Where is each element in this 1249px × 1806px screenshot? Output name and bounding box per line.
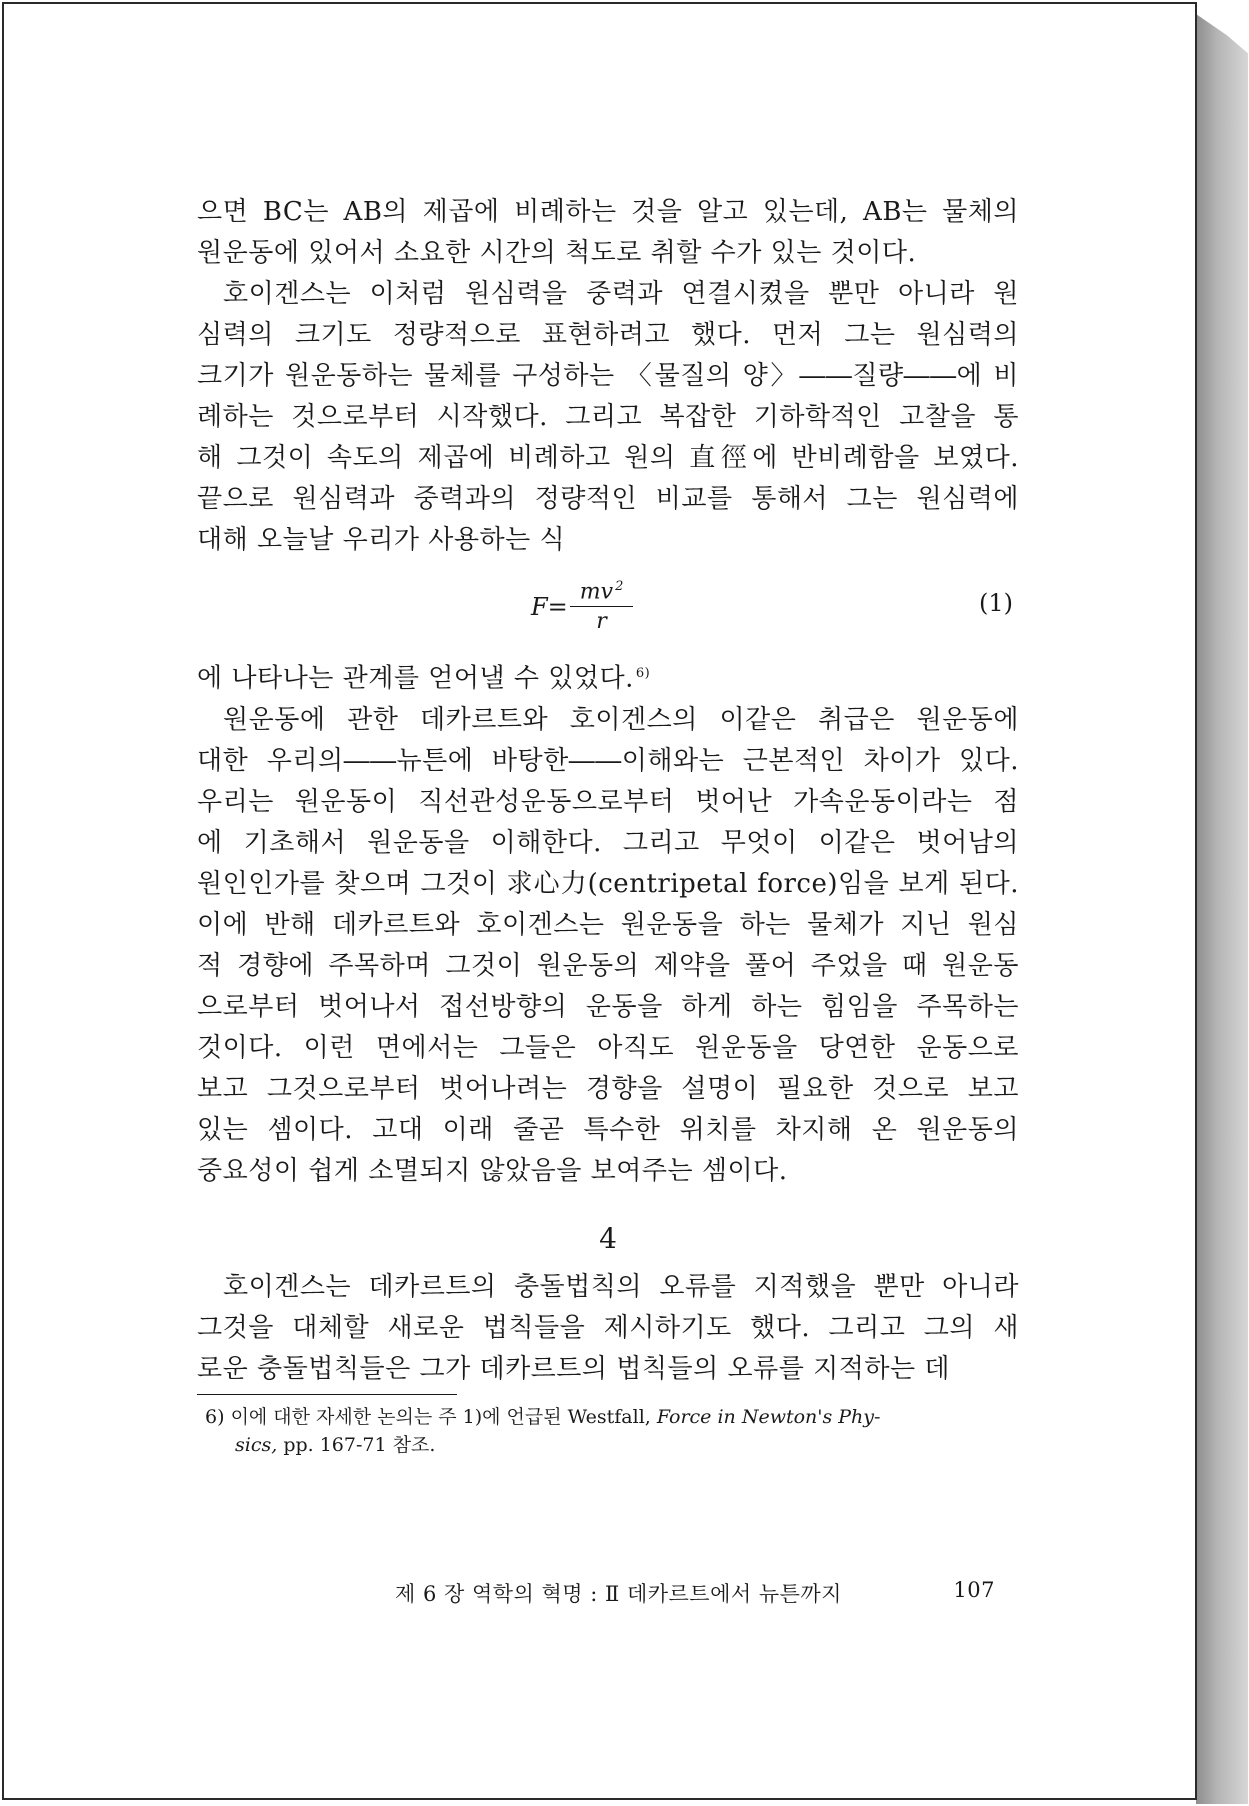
- footnote-book-title-cont: sics,: [235, 1433, 278, 1456]
- page-content: [197, 192, 1019, 1459]
- text-line: 중요성이 쉽게 소멸되지 않았음을 보여주는 셈이다.: [197, 1155, 788, 1186]
- text-line: 있는 셈이다. 고대 이래 줄곧 특수한 위치를 차지해 온 원운동의: [197, 1114, 1019, 1145]
- text-line: 으면 BC는 AB의 제곱에 비례하는 것을 알고 있는데, AB는 물체의: [197, 197, 1019, 227]
- formula-denominator: r: [596, 609, 607, 635]
- page-number: 107: [953, 1578, 995, 1602]
- formula-fraction: [570, 579, 634, 634]
- page-edge-shadow: [1196, 14, 1248, 1804]
- equation-number: (1): [979, 589, 1013, 617]
- formula-exponent: 2: [615, 579, 624, 594]
- text-line: 보고 그것으로부터 벗어나려는 경향을 설명이 필요한 것으로 보고: [197, 1073, 1019, 1104]
- text-line: 례하는 것으로부터 시작했다. 그리고 복잡한 기하학적인 고찰을 통: [197, 402, 1019, 432]
- text-line: 해 그것이 속도의 제곱에 비례하고 원의 直徑에 반비례함을 보였다.: [197, 443, 1019, 473]
- text-line: 우리는 원운동이 직선관성운동으로부터 벗어난 가속운동이라는 점: [197, 786, 1019, 817]
- footnote-divider: [197, 1394, 457, 1395]
- footnote-6: 6) 이에 대한 자세한 논의는 주 1)에 언급된 Westfall, Force in Newton's Phy- sics, pp. 167-71 참조.: [205, 1405, 881, 1456]
- text-line: 끝으로 원심력과 중력과의 정량적인 비교를 통해서 그는 원심력에: [197, 484, 1019, 514]
- centripetal-force-formula: [531, 579, 633, 634]
- text-line: 에 기초해서 원운동을 이해한다. 그리고 무엇이 이같은 벗어남의: [197, 827, 1019, 858]
- text-line: 것이다. 이런 면에서는 그들은 아직도 원운동을 당연한 운동으로: [197, 1032, 1019, 1063]
- page-footer: [395, 1578, 995, 1608]
- footnote-reference: 6): [635, 666, 651, 681]
- text-line: 대한 우리의――뉴튼에 바탕한――이해와는 근본적인 차이가 있다.: [197, 745, 1019, 776]
- text-line: 원인인가를 찾으며 그것이 求心力(centripetal force)임을 보게 된다.: [197, 868, 1019, 899]
- formula-row: [197, 573, 1019, 645]
- text-line: 그것을 대체할 새로운 법칙들을 제시하기도 했다. 그리고 그의 새: [197, 1312, 1019, 1343]
- footnote-marker: 6): [205, 1405, 225, 1428]
- body-text-after-formula: [197, 700, 1019, 1192]
- text-line: 원운동에 관한 데카르트와 호이겐스의 이같은 취급은 원운동에: [223, 704, 1019, 735]
- text-line: 호이겐스는 데카르트의 충돌법칙의 오류를 지적했을 뿐만 아니라: [223, 1271, 1019, 1302]
- footnote-book-title: Force in Newton's Phy-: [656, 1405, 881, 1428]
- text-line: 원운동에 있어서 소요한 시간의 척도로 취할 수가 있는 것이다.: [197, 238, 917, 268]
- running-footer-chapter: 제 6 장 역학의 혁명 : Ⅱ 데카르트에서 뉴튼까지: [395, 1582, 842, 1606]
- section-4-text: [197, 1267, 1019, 1390]
- text-line: 대해 오늘날 우리가 사용하는 식: [197, 525, 566, 555]
- text-line: 심력의 크기도 정량적으로 표현하려고 했다. 먼저 그는 원심력의: [197, 320, 1019, 350]
- text-line: 이에 반해 데카르트와 호이겐스는 원운동을 하는 물체가 지닌 원심: [197, 909, 1019, 940]
- body-text-before-formula: [197, 192, 1019, 561]
- text-line: 으로부터 벗어나서 접선방향의 운동을 하게 하는 힘임을 주목하는: [197, 991, 1019, 1022]
- formula-numerator: mv $^2$: [570, 579, 634, 607]
- text-line: 적 경향에 주목하며 그것이 원운동의 제약을 풀어 주었을 때 원운동: [197, 950, 1019, 981]
- text-line: 크기가 원운동하는 물체를 구성하는 〈물질의 양〉――질량――에 비: [197, 361, 1019, 391]
- text-line: 호이겐스는 이처럼 원심력을 중력과 연결시켰을 뿐만 아니라 원: [223, 279, 1019, 309]
- section-number: 4: [599, 1221, 617, 1255]
- text-line: 로운 충돌법칙들은 그가 데카르트의 법칙들의 오류를 지적하는 데: [197, 1353, 950, 1384]
- formula-lhs: F=: [531, 592, 568, 621]
- after-formula-line: 에 나타나는 관계를 얻어낼 수 있었다. $^{6)}$: [197, 663, 651, 694]
